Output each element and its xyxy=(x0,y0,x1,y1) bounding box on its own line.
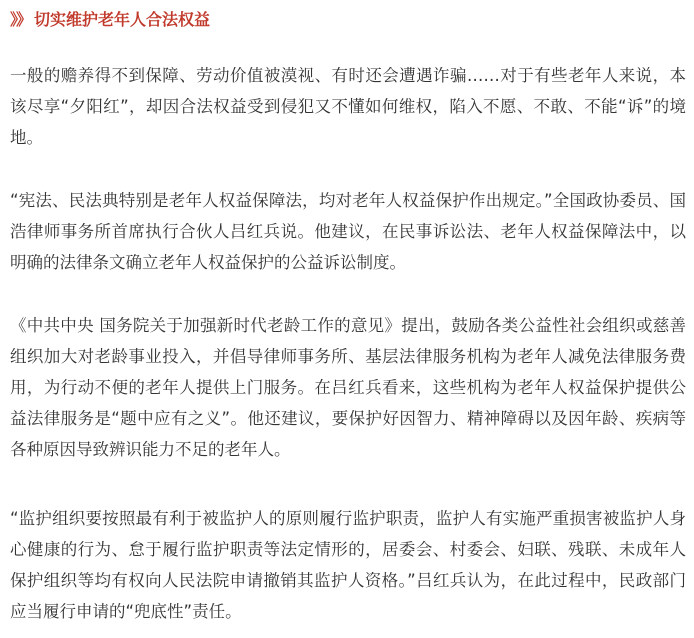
section-title: 切实维护老年人合法权益 xyxy=(34,9,211,29)
paragraph-4: “监护组织要按照最有利于被监护人的原则履行监护职责，监护人有实施严重损害被监护人身心健康的行为、怠于履行监护职责等法定情形的，居委会、村委会、妇联、残联、未成年人保护组织等均有权向人民法院申请撤销其监护人资格。”吕红兵认为，在此过程中，民政部门应当履行申请的“兜底性”责任。 xyxy=(10,509,686,621)
double-chevron-icon: 》》 xyxy=(10,9,31,29)
section-heading xyxy=(10,6,210,30)
paragraph-2: “宪法、民法典特别是老年人权益保障法，均对老年人权益保护作出规定。”全国政协委员、国浩律师事务所首席执行合伙人吕红兵说。他建议，在民事诉讼法、老年人权益保障法中，以明确的法律条文确立老年人权益保护的公益诉讼制度。 xyxy=(10,191,686,272)
paragraph-3: 《中共中央 国务院关于加强新时代老龄工作的意见》提出，鼓励各类公益性社会组织或慈善组织加大对老龄事业投入，并倡导律师事务所、基层法律服务机构为老年人减免法律服务费用，为行动不便的老年人提供上门服务。在吕红兵看来，这些机构为老年人权益保护提供公益法律服务是“题中应有之义”。他还建议，要保护好因智力、精神障碍以及因年龄、疾病等各种原因导致辨识能力不足的老年人。 xyxy=(10,316,686,459)
paragraph-1: 一般的赡养得不到保障、劳动价值被漠视、有时还会遭遇诈骗……对于有些老年人来说，本该尽享“夕阳红”，却因合法权益受到侵犯又不懂如何维权，陷入不愿、不敢、不能“诉”的境地。 xyxy=(10,66,686,147)
